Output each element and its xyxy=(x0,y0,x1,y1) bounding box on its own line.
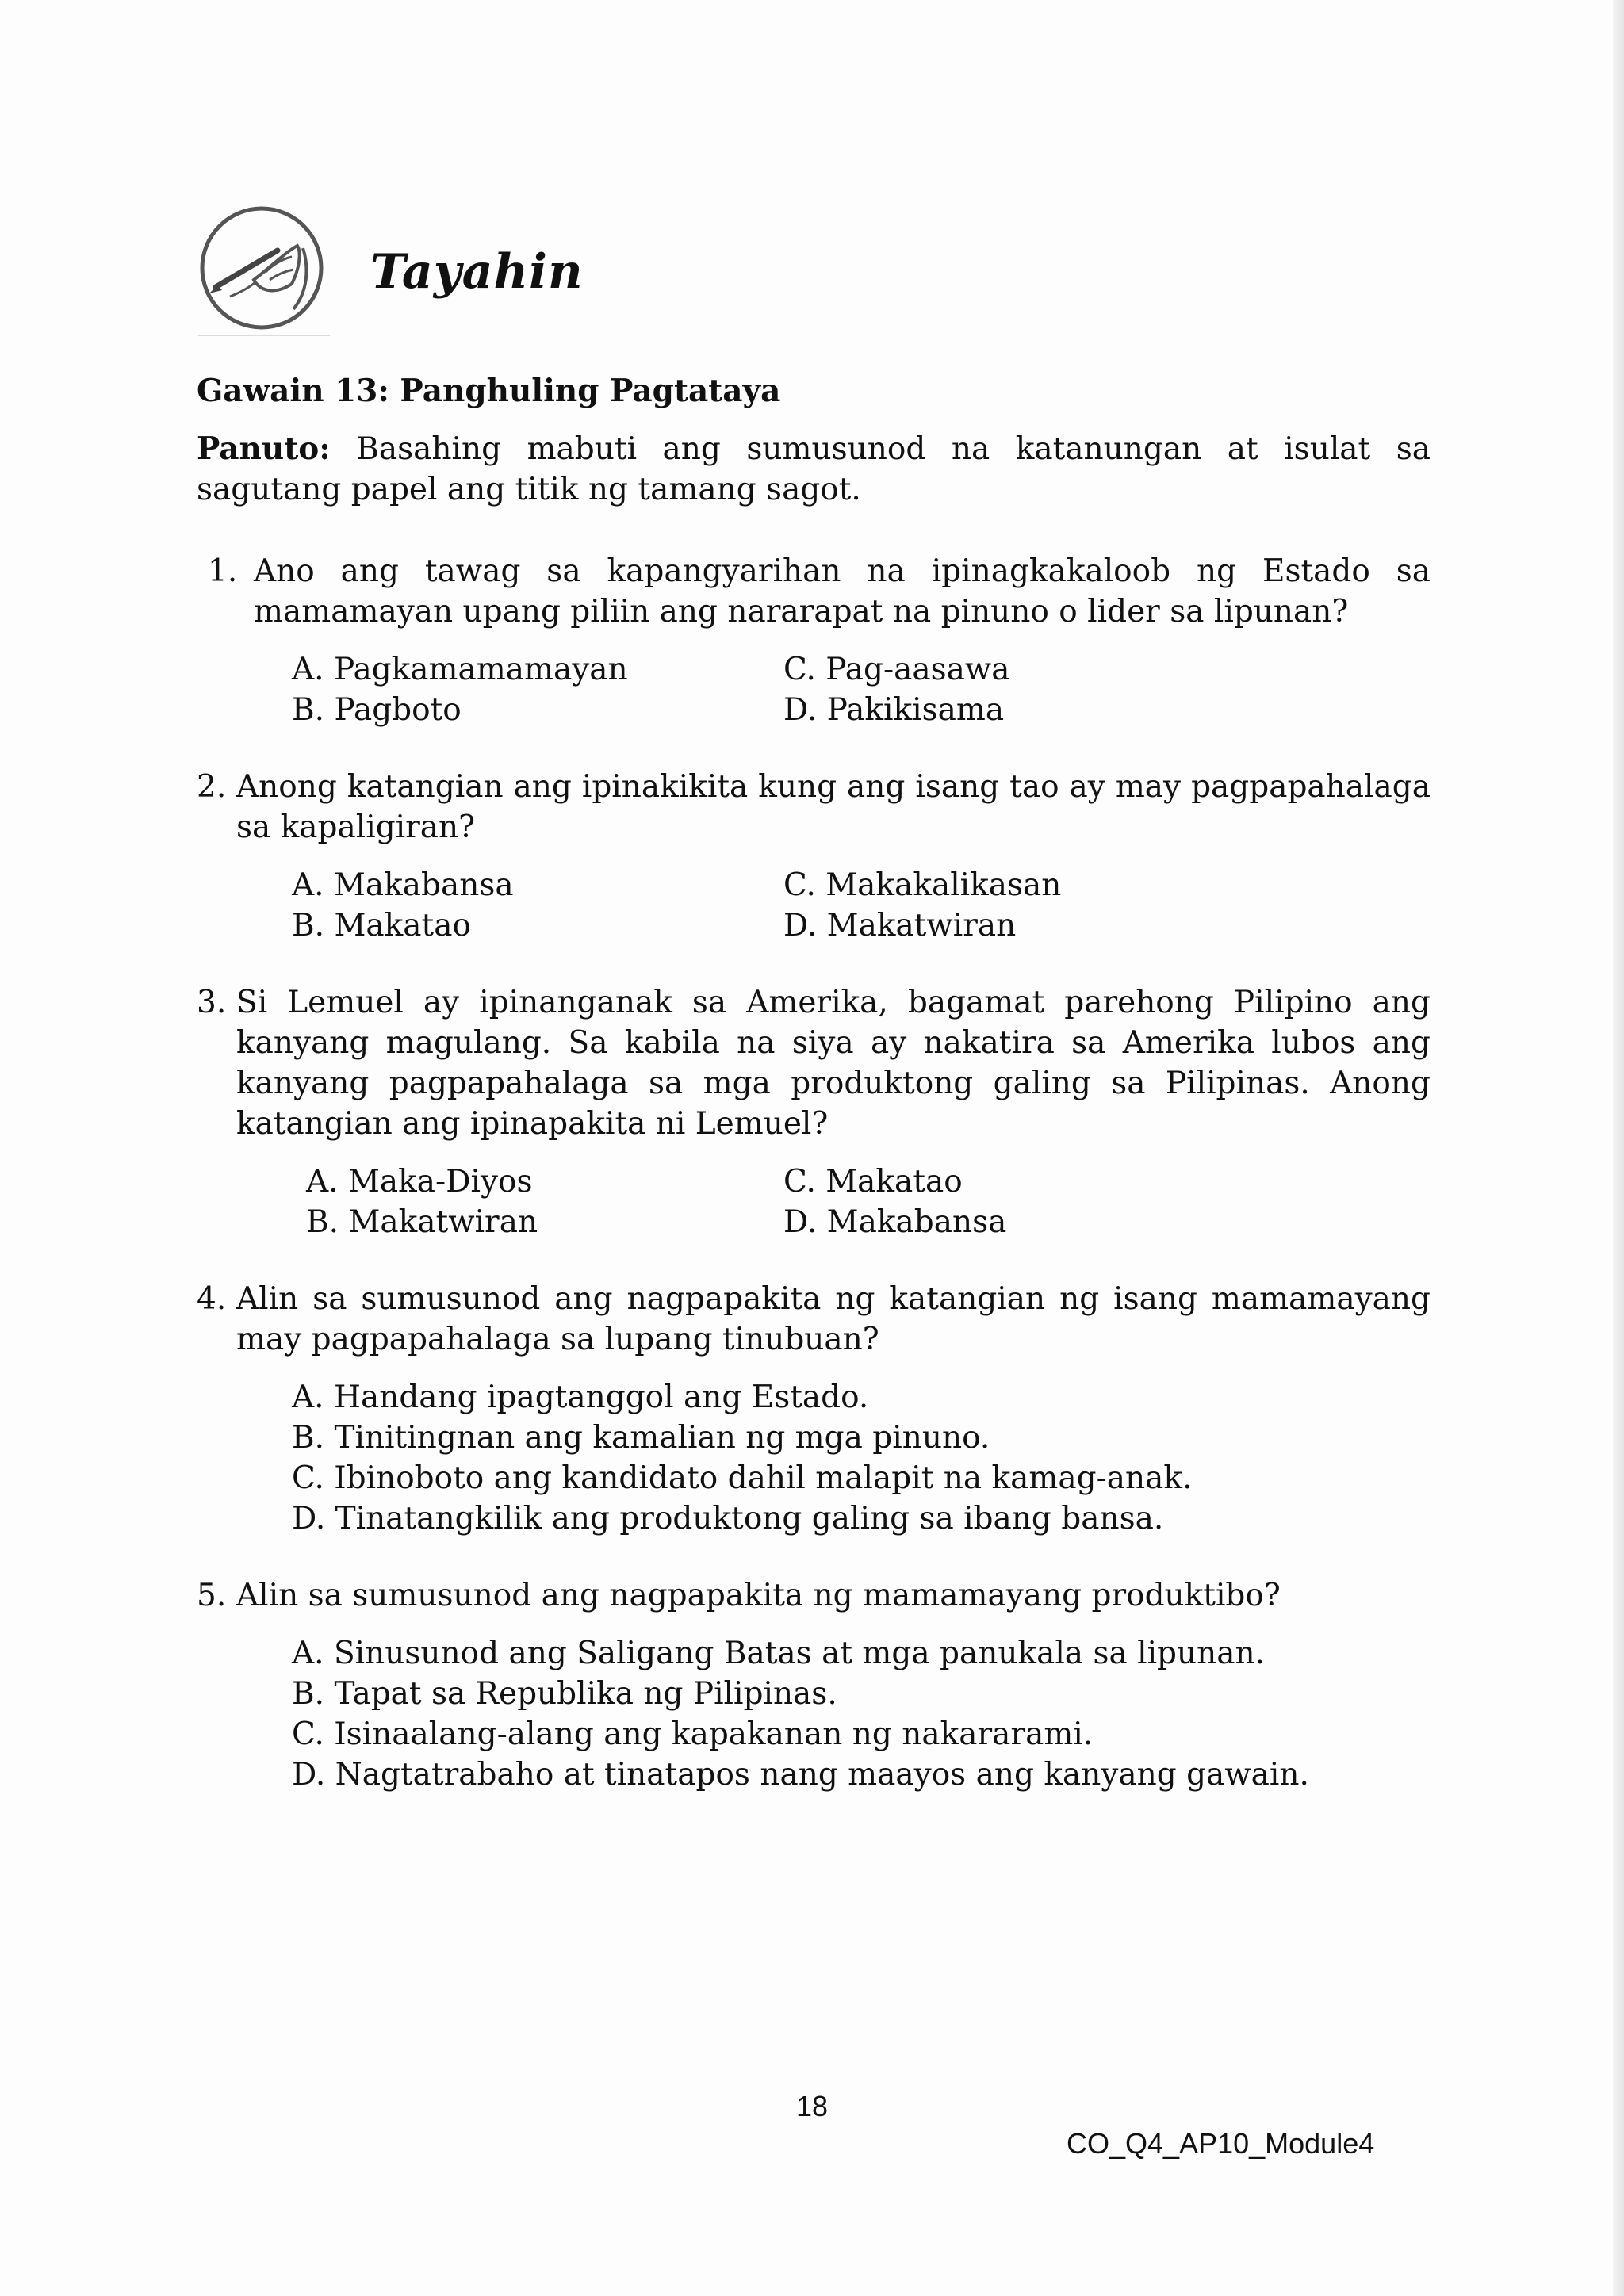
question-5 xyxy=(197,1575,1431,1795)
question-number: 1. xyxy=(208,553,238,589)
page-number: 18 xyxy=(795,2090,829,2122)
choices xyxy=(292,1633,1431,1795)
activity-title: Gawain 13: Panghuling Pagtataya xyxy=(197,373,781,409)
question-3 xyxy=(197,982,1431,1242)
question-4 xyxy=(197,1279,1431,1539)
choice-d: D. Makatwiran xyxy=(783,908,1017,943)
choice-b: B. Pagboto xyxy=(292,692,462,728)
choices xyxy=(292,1377,1431,1539)
question-text: Alin sa sumusunod ang nagpapakita ng mamamayang produktibo? xyxy=(236,1578,1281,1613)
choice-a: A. Maka-Diyos xyxy=(306,1164,533,1200)
pencil-hand-icon xyxy=(198,205,330,339)
choices xyxy=(292,649,1431,730)
choice-c: C. Makakalikasan xyxy=(783,867,1062,903)
section-header xyxy=(198,205,1467,339)
choice-c: C. Makatao xyxy=(783,1164,963,1200)
choice-a: A. Pagkamamamayan xyxy=(292,652,628,687)
question-number: 3. xyxy=(197,985,227,1020)
directions xyxy=(197,429,1431,510)
choice-c: C. Pag-aasawa xyxy=(783,652,1010,687)
choices xyxy=(292,865,1431,946)
section-title: Tayahin xyxy=(370,244,584,300)
choice-d: D. Tinatangkilik ang produktong galing sa ibang bansa. xyxy=(292,1501,1164,1536)
choice-d: D. Nagtatrabaho at tinatapos nang maayos ang kanyang gawain. xyxy=(292,1757,1309,1793)
choice-a: A. Makabansa xyxy=(292,867,514,903)
question-number: 2. xyxy=(197,769,227,805)
choice-c: C. Ibinoboto ang kandidato dahil malapit na kamag-anak. xyxy=(292,1460,1193,1496)
question-2 xyxy=(197,767,1431,946)
choice-d: D. Pakikisama xyxy=(783,692,1005,728)
choice-c: C. Isinaalang-alang ang kapakanan ng nakararami. xyxy=(292,1716,1094,1752)
directions-label: Panuto: xyxy=(197,430,331,467)
question-text: Alin sa sumusunod ang nagpapakita ng katangian ng isang mamamayang may pagpapahalaga sa lupang tinubuan? xyxy=(236,1281,1431,1357)
choices xyxy=(306,1161,1431,1242)
choice-b: B. Tapat sa Republika ng Pilipinas. xyxy=(292,1676,837,1712)
choice-b: B. Tinitingnan ang kamalian ng mga pinuno. xyxy=(292,1420,990,1456)
header-divider xyxy=(198,335,330,336)
question-text: Ano ang tawag sa kapangyarihan na ipinagkakaloob ng Estado sa mamamayan upang piliin ang nararapat na pinuno o lider sa lipunan? xyxy=(254,553,1431,629)
choice-a: A. Handang ipagtanggol ang Estado. xyxy=(292,1380,869,1415)
choice-b: B. Makatao xyxy=(292,908,471,943)
question-number: 4. xyxy=(197,1281,227,1317)
question-text: Si Lemuel ay ipinanganak sa Amerika, bagamat parehong Pilipino ang kanyang magulang. Sa kabila na siya ay nakatira sa Amerika lubos ang kanyang pagpapahalaga sa mga produktong galing sa Pilipinas. Anong katangian ang ipinapakita ni Lemuel? xyxy=(236,985,1431,1142)
choice-a: A. Sinusunod ang Saligang Batas at mga panukala sa lipunan. xyxy=(292,1636,1266,1671)
module-code: CO_Q4_AP10_Module4 xyxy=(1067,2127,1375,2160)
worksheet-content xyxy=(197,371,1431,1831)
question-1 xyxy=(197,551,1431,730)
question-number: 5. xyxy=(197,1578,227,1613)
choice-d: D. Makabansa xyxy=(783,1204,1007,1240)
choice-b: B. Makatwiran xyxy=(306,1204,538,1240)
question-text: Anong katangian ang ipinakikita kung ang isang tao ay may pagpapahalaga sa kapaligiran? xyxy=(236,769,1431,845)
page-edge-shadow xyxy=(1613,0,1624,2296)
directions-text: Basahing mabuti ang sumusunod na katanungan at isulat sa sagutang papel ang titik ng tamang sagot. xyxy=(197,431,1431,507)
